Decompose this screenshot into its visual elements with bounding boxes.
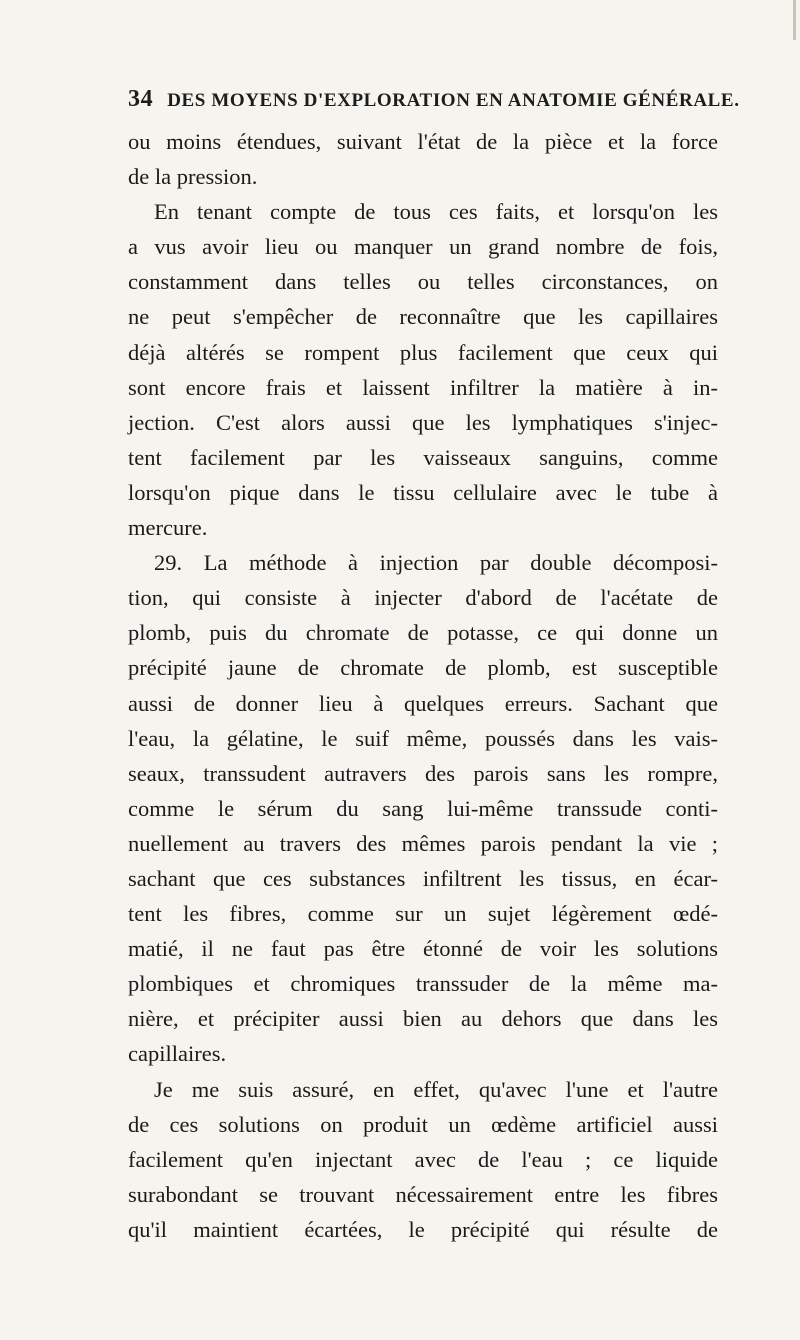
text-line: a vus avoir lieu ou manquer un grand nombre de fois, (128, 234, 718, 260)
text-line: nuellement au travers des mêmes parois pendant la vie ; (128, 830, 718, 856)
text-line: 29. La méthode à injection par double décomposi- (154, 550, 718, 576)
text-line: plombiques et chromiques transsuder de la même ma- (128, 971, 718, 997)
text-line: sachant que ces substances infiltrent les tissus, en écar- (128, 865, 718, 891)
text-line: tent facilement par les vaisseaux sanguins, comme (128, 444, 718, 470)
text-line: jection. C'est alors aussi que les lymphatiques s'injec- (128, 409, 718, 435)
running-title: DES MOYENS D'EXPLORATION EN ANATOMIE GÉNÉRALE. (167, 90, 740, 111)
text-line: comme le sérum du sang lui-même transsude conti- (128, 795, 718, 821)
text-line: aussi de donner lieu à quelques erreurs. Sachant que (128, 690, 718, 716)
text-line: de la pression. (128, 164, 258, 190)
text-line: ne peut s'empêcher de reconnaître que les capillaires (128, 304, 718, 330)
text-line: surabondant se trouvant nécessairement entre les fibres (128, 1181, 718, 1207)
page-number: 34 (128, 86, 154, 112)
running-header (128, 86, 740, 113)
text-line: constamment dans telles ou telles circonstances, on (128, 269, 718, 295)
text-line: déjà altérés se rompent plus facilement que ceux qui (128, 339, 718, 365)
text-line: capillaires. (128, 1041, 227, 1067)
text-line: de ces solutions on produit un œdème artificiel aussi (128, 1111, 718, 1137)
text-line: mercure. (128, 515, 208, 541)
text-line: nière, et précipiter aussi bien au dehors que dans les (128, 1006, 718, 1032)
text-line: lorsqu'on pique dans le tissu cellulaire avec le tube à (128, 479, 718, 505)
text-line: En tenant compte de tous ces faits, et lorsqu'on les (154, 199, 718, 225)
text-line: précipité jaune de chromate de plomb, est susceptible (128, 655, 718, 681)
body-text (128, 124, 718, 1247)
text-line: ou moins étendues, suivant l'état de la pièce et la force (128, 129, 718, 154)
page-edge-shadow (793, 0, 796, 40)
text-line: Je me suis assuré, en effet, qu'avec l'une et l'autre (154, 1076, 718, 1102)
text-line: sont encore frais et laissent infiltrer la matière à in- (128, 374, 718, 400)
text-line: seaux, transsudent autravers des parois sans les rompre, (128, 760, 718, 786)
text-line: matié, il ne faut pas être étonné de voir les solutions (128, 936, 718, 962)
text-line: qu'il maintient écartées, le précipité qui résulte de (128, 1216, 718, 1242)
text-line: l'eau, la gélatine, le suif même, poussés dans les vais- (128, 725, 718, 751)
text-line: facilement qu'en injectant avec de l'eau ; ce liquide (128, 1146, 718, 1172)
text-line: tent les fibres, comme sur un sujet légèrement œdé- (128, 901, 718, 927)
text-line: plomb, puis du chromate de potasse, ce qui donne un (128, 620, 718, 646)
text-line: tion, qui consiste à injecter d'abord de l'acétate de (128, 585, 718, 611)
